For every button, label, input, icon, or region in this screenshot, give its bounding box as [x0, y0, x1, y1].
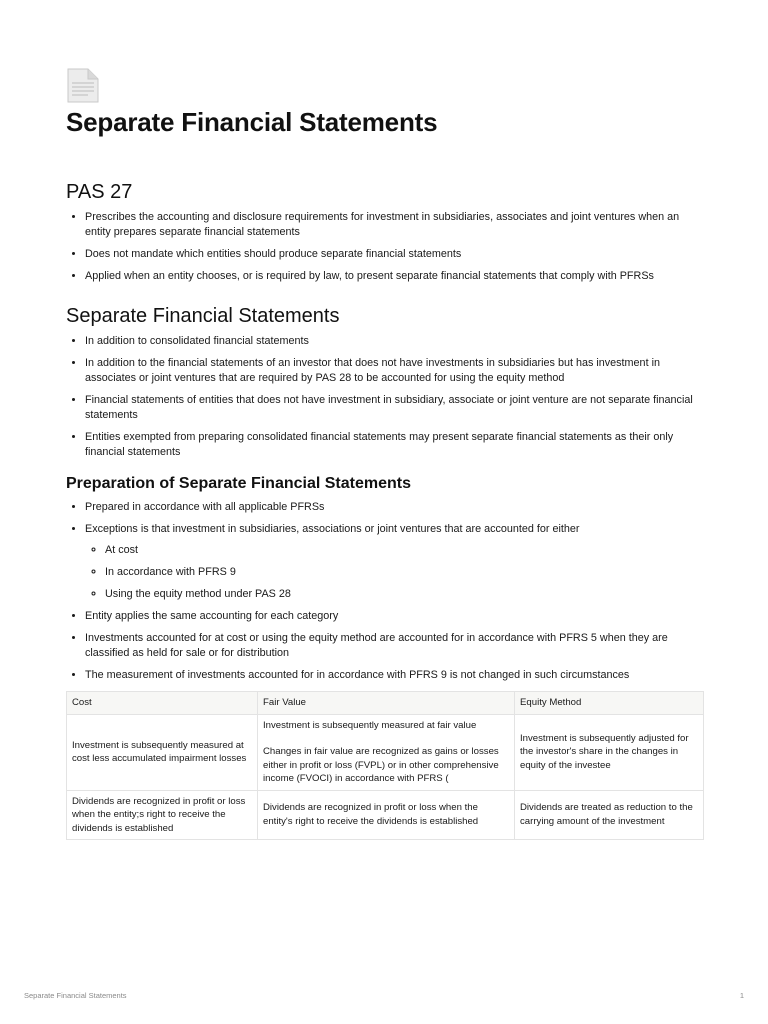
- table-cell: Dividends are recognized in profit or loss when the entity;s right to receive the dividends is established: [67, 790, 258, 840]
- section-heading-pas27: PAS 27: [66, 181, 133, 203]
- table-cell: Investment is subsequently adjusted for the investor's share in the changes in equity of the investee: [515, 714, 704, 790]
- document-body: [66, 180, 706, 690]
- table-cell: Dividends are recognized in profit or loss when the entity's right to receive the dividends is established: [258, 790, 515, 840]
- section-heading-separate: Separate Financial Statements: [66, 305, 340, 327]
- table-cell: Investment is subsequently measured at cost less accumulated impairment losses: [67, 714, 258, 790]
- pas27-list: [66, 210, 706, 284]
- list-item: • In addition to consolidated financial statements: [85, 334, 706, 349]
- page-title: Separate Financial Statements: [66, 107, 438, 137]
- table-row: [67, 714, 704, 790]
- sub-list-item: ◦ In accordance with PFRS 9: [105, 565, 706, 580]
- list-item: • In addition to the financial statements of an investor that does not have investments in subsidiaries but has investment in associates or joint ventures that are required by PAS 28 to be accounted for using the equity method: [85, 356, 706, 386]
- table-header-row: [67, 692, 704, 715]
- list-item: • Prescribes the accounting and disclosure requirements for investment in subsidiaries, associates and joint ventures when an entity prepares separate financial statements: [85, 210, 706, 240]
- separate-list: [66, 334, 706, 460]
- list-item: • Applied when an entity chooses, or is required by law, to present separate financial statements that comply with PFRSs: [85, 269, 706, 284]
- preparation-list: [66, 500, 706, 683]
- table-row: [67, 790, 704, 840]
- sub-list-item: ◦ At cost: [105, 543, 706, 558]
- list-item: • Entities exempted from preparing consolidated financial statements may present separate financial statements as their only financial statements: [85, 430, 706, 460]
- table-cell: Dividends are treated as reduction to the carrying amount of the investment: [515, 790, 704, 840]
- list-item: • Financial statements of entities that does not have investment in subsidiary, associate or joint venture are not separate financial statements: [85, 393, 706, 423]
- list-item-with-sublist: [85, 522, 706, 602]
- measurement-comparison-table: [66, 691, 704, 840]
- column-header-cost: Cost: [67, 692, 258, 715]
- section-heading-preparation: Preparation of Separate Financial Statements: [66, 475, 411, 492]
- cell-paragraph: Investment is subsequently measured at fair value: [263, 719, 477, 731]
- column-header-fair-value: Fair Value: [258, 692, 515, 715]
- list-item: • The measurement of investments accounted for in accordance with PFRS 9 is not changed in such circumstances: [85, 668, 706, 683]
- column-header-equity-method: Equity Method: [515, 692, 704, 715]
- list-item-text: Exceptions is that investment in subsidiaries, associations or joint ventures that are accounted for either: [85, 523, 580, 535]
- list-item: • Does not mandate which entities should produce separate financial statements: [85, 247, 706, 262]
- table-cell: [258, 714, 515, 790]
- sub-list-item: ◦ Using the equity method under PAS 28: [105, 587, 706, 602]
- footer-page-number: 1: [739, 991, 744, 1000]
- list-item: • Prepared in accordance with all applicable PFRSs: [85, 500, 706, 515]
- cell-paragraph: Changes in fair value are recognized as gains or losses either in profit or loss (FVPL) or in other comprehensive income (FVOCI) in accordance with PFRS (: [263, 746, 499, 784]
- list-item: • Investments accounted for at cost or using the equity method are accounted for in accordance with PFRS 5 when they are classified as held for sale or for distribution: [85, 631, 706, 661]
- exceptions-sublist: [85, 543, 706, 602]
- document-page-icon: [66, 68, 102, 104]
- list-item: • Entity applies the same accounting for each category: [85, 609, 706, 624]
- footer-document-title: Separate Financial Statements: [24, 991, 127, 1000]
